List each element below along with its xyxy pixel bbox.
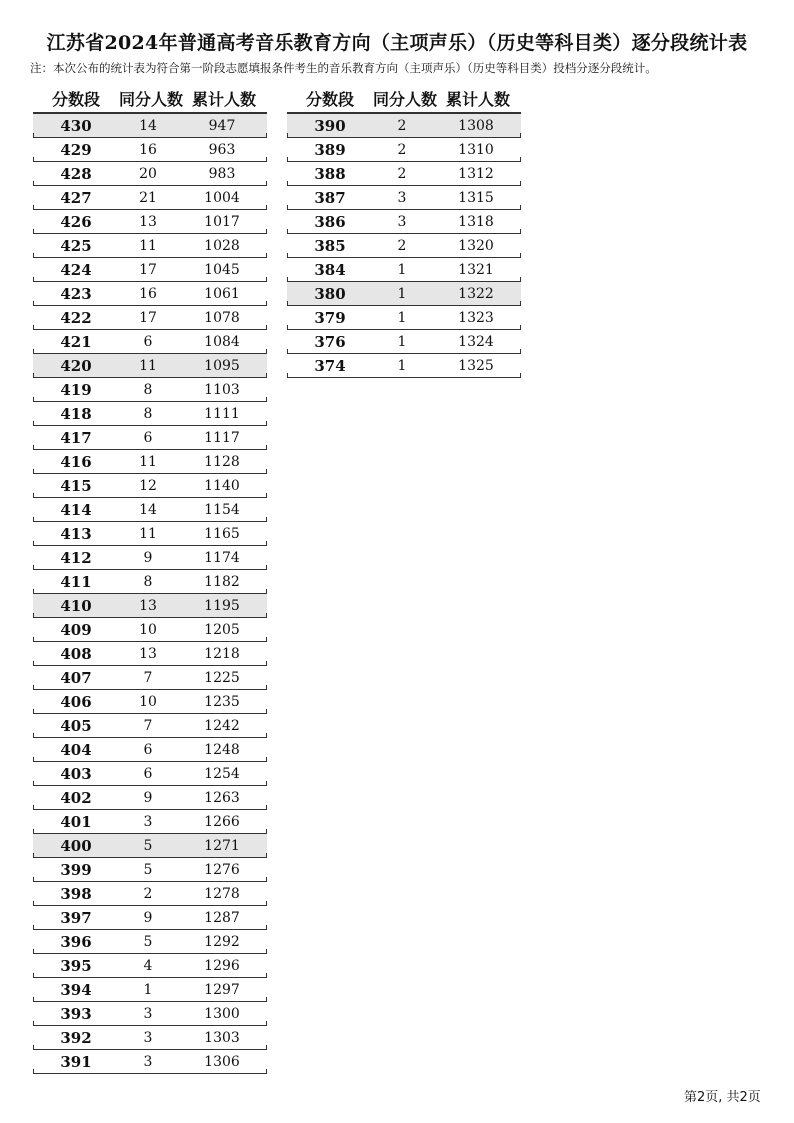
same-count-cell: 10	[139, 621, 157, 638]
table-row	[33, 546, 267, 570]
same-count-cell: 4	[143, 957, 153, 974]
score-cell: 410	[60, 596, 92, 615]
header-cumulative: 累计人数	[191, 89, 256, 109]
header-score: 分数段	[305, 89, 354, 109]
cumulative-cell: 983	[208, 165, 236, 182]
cumulative-cell: 963	[208, 141, 236, 158]
header-cumulative: 累计人数	[445, 89, 510, 109]
score-cell: 406	[60, 692, 92, 711]
table-row	[33, 426, 267, 450]
table-body	[287, 114, 521, 378]
table-row	[33, 450, 267, 474]
cumulative-cell: 1128	[204, 453, 240, 470]
same-count-cell: 11	[139, 525, 157, 542]
header-same: 同分人数	[119, 89, 184, 109]
table-row	[33, 834, 267, 858]
same-count-cell: 1	[397, 309, 407, 326]
score-cell: 402	[60, 788, 92, 807]
score-cell: 426	[60, 212, 92, 231]
table-row	[287, 138, 521, 162]
same-count-cell: 3	[143, 813, 153, 830]
header-same: 同分人数	[373, 89, 438, 109]
score-cell: 409	[60, 620, 92, 639]
score-cell: 380	[314, 284, 346, 303]
score-cell: 429	[60, 140, 92, 159]
cumulative-cell: 1225	[204, 669, 240, 686]
score-table-right	[287, 84, 521, 378]
cumulative-cell: 1182	[204, 573, 240, 590]
table-row	[33, 954, 267, 978]
same-count-cell: 3	[143, 1005, 153, 1022]
score-cell: 389	[314, 140, 346, 159]
score-cell: 390	[314, 116, 346, 135]
same-count-cell: 6	[143, 429, 153, 446]
score-cell: 416	[60, 452, 92, 471]
table-row	[33, 642, 267, 666]
same-count-cell: 1	[397, 357, 407, 374]
cumulative-cell: 1287	[204, 909, 240, 926]
cumulative-cell: 1300	[204, 1005, 240, 1022]
same-count-cell: 6	[143, 741, 153, 758]
score-cell: 418	[60, 404, 92, 423]
same-count-cell: 10	[139, 693, 157, 710]
table-row	[33, 690, 267, 714]
score-cell: 398	[60, 884, 92, 903]
cumulative-cell: 1263	[204, 789, 240, 806]
cumulative-cell: 1242	[204, 717, 240, 734]
cumulative-cell: 1103	[204, 381, 240, 398]
cumulative-cell: 1165	[204, 525, 240, 542]
cumulative-cell: 1297	[204, 981, 240, 998]
score-cell: 413	[60, 524, 92, 543]
cumulative-cell: 1324	[458, 333, 494, 350]
cumulative-cell: 1248	[204, 741, 240, 758]
table-body	[33, 114, 267, 1074]
score-cell: 411	[60, 572, 92, 591]
cumulative-cell: 1308	[458, 117, 494, 134]
cumulative-cell: 1174	[204, 549, 240, 566]
cumulative-cell: 1028	[204, 237, 240, 254]
table-row	[33, 378, 267, 402]
same-count-cell: 2	[397, 165, 407, 182]
table-row	[33, 786, 267, 810]
cumulative-cell: 1117	[204, 429, 240, 446]
table-row	[33, 930, 267, 954]
same-count-cell: 17	[139, 309, 157, 326]
cumulative-cell: 1276	[204, 861, 240, 878]
score-cell: 422	[60, 308, 92, 327]
same-count-cell: 1	[397, 333, 407, 350]
cumulative-cell: 1095	[204, 357, 240, 374]
page-number: 第2页, 共2页	[684, 1090, 761, 1105]
same-count-cell: 20	[139, 165, 157, 182]
same-count-cell: 1	[143, 981, 153, 998]
same-count-cell: 13	[139, 597, 157, 614]
score-cell: 405	[60, 716, 92, 735]
cumulative-cell: 1254	[204, 765, 240, 782]
table-header	[33, 84, 267, 112]
same-count-cell: 6	[143, 333, 153, 350]
score-cell: 419	[60, 380, 92, 399]
same-count-cell: 14	[139, 501, 157, 518]
cumulative-cell: 1310	[458, 141, 494, 158]
score-cell: 407	[60, 668, 92, 687]
cumulative-cell: 1322	[458, 285, 494, 302]
table-row	[287, 210, 521, 234]
score-cell: 408	[60, 644, 92, 663]
cumulative-cell: 1303	[204, 1029, 240, 1046]
table-row	[33, 978, 267, 1002]
same-count-cell: 5	[143, 837, 153, 854]
table-row	[33, 1002, 267, 1026]
cumulative-cell: 1218	[204, 645, 240, 662]
score-cell: 376	[314, 332, 346, 351]
cumulative-cell: 1321	[458, 261, 494, 278]
table-row	[33, 666, 267, 690]
table-row	[33, 402, 267, 426]
score-cell: 391	[60, 1052, 92, 1071]
cumulative-cell: 1078	[204, 309, 240, 326]
score-cell: 424	[60, 260, 92, 279]
cumulative-cell: 1292	[204, 933, 240, 950]
same-count-cell: 2	[397, 237, 407, 254]
same-count-cell: 3	[397, 189, 407, 206]
score-cell: 415	[60, 476, 92, 495]
same-count-cell: 7	[143, 717, 153, 734]
same-count-cell: 11	[139, 357, 157, 374]
same-count-cell: 2	[397, 141, 407, 158]
table-row	[33, 306, 267, 330]
cumulative-cell: 1278	[204, 885, 240, 902]
table-row	[33, 594, 267, 618]
cumulative-cell: 1318	[458, 213, 494, 230]
table-header	[287, 84, 521, 112]
same-count-cell: 8	[143, 381, 153, 398]
same-count-cell: 7	[143, 669, 153, 686]
table-row	[287, 282, 521, 306]
cumulative-cell: 1017	[204, 213, 240, 230]
score-cell: 385	[314, 236, 346, 255]
score-cell: 374	[314, 356, 346, 375]
cumulative-cell: 1266	[204, 813, 240, 830]
score-cell: 423	[60, 284, 92, 303]
score-cell: 401	[60, 812, 92, 831]
score-cell: 400	[60, 836, 92, 855]
score-cell: 395	[60, 956, 92, 975]
table-row	[33, 330, 267, 354]
table-row	[287, 330, 521, 354]
table-row	[33, 714, 267, 738]
same-count-cell: 17	[139, 261, 157, 278]
same-count-cell: 11	[139, 453, 157, 470]
score-cell: 414	[60, 500, 92, 519]
table-row	[33, 906, 267, 930]
table-row	[33, 114, 267, 138]
same-count-cell: 3	[143, 1029, 153, 1046]
table-row	[287, 162, 521, 186]
table-row	[287, 258, 521, 282]
same-count-cell: 8	[143, 405, 153, 422]
table-row	[33, 186, 267, 210]
cumulative-cell: 1111	[204, 405, 240, 422]
score-cell: 417	[60, 428, 92, 447]
same-count-cell: 13	[139, 213, 157, 230]
cumulative-cell: 1320	[458, 237, 494, 254]
score-cell: 387	[314, 188, 346, 207]
table-row	[33, 738, 267, 762]
table-row	[33, 138, 267, 162]
score-cell: 379	[314, 308, 346, 327]
table-row	[33, 882, 267, 906]
score-cell: 421	[60, 332, 92, 351]
cumulative-cell: 1306	[204, 1053, 240, 1070]
cumulative-cell: 1296	[204, 957, 240, 974]
score-cell: 404	[60, 740, 92, 759]
score-cell: 384	[314, 260, 346, 279]
table-row	[33, 282, 267, 306]
table-row	[33, 618, 267, 642]
table-row	[33, 570, 267, 594]
score-cell: 392	[60, 1028, 92, 1047]
same-count-cell: 9	[143, 549, 153, 566]
cumulative-cell: 1325	[458, 357, 494, 374]
cumulative-cell: 1045	[204, 261, 240, 278]
table-row	[33, 210, 267, 234]
same-count-cell: 16	[139, 141, 157, 158]
score-cell: 428	[60, 164, 92, 183]
cumulative-cell: 1154	[204, 501, 240, 518]
same-count-cell: 3	[143, 1053, 153, 1070]
table-row	[33, 810, 267, 834]
same-count-cell: 1	[397, 261, 407, 278]
score-cell: 386	[314, 212, 346, 231]
header-score: 分数段	[51, 89, 100, 109]
table-row	[287, 354, 521, 378]
score-cell: 420	[60, 356, 92, 375]
cumulative-cell: 1315	[458, 189, 494, 206]
cumulative-cell: 1323	[458, 309, 494, 326]
score-cell: 427	[60, 188, 92, 207]
same-count-cell: 3	[397, 213, 407, 230]
table-note: 注：本次公布的统计表为符合第一阶段志愿填报条件考生的音乐教育方向（主项声乐）（历史等科目类）投档分逐分段统计。	[30, 61, 657, 75]
table-row	[287, 306, 521, 330]
table-row	[33, 1026, 267, 1050]
table-row	[287, 234, 521, 258]
same-count-cell: 13	[139, 645, 157, 662]
score-cell: 412	[60, 548, 92, 567]
same-count-cell: 2	[397, 117, 407, 134]
score-cell: 430	[60, 116, 92, 135]
same-count-cell: 8	[143, 573, 153, 590]
same-count-cell: 21	[139, 189, 157, 206]
score-cell: 393	[60, 1004, 92, 1023]
table-row	[33, 474, 267, 498]
score-cell: 394	[60, 980, 92, 999]
table-row	[33, 762, 267, 786]
same-count-cell: 9	[143, 909, 153, 926]
cumulative-cell: 1235	[204, 693, 240, 710]
same-count-cell: 1	[397, 285, 407, 302]
same-count-cell: 2	[143, 885, 153, 902]
table-row	[287, 114, 521, 138]
cumulative-cell: 1312	[458, 165, 494, 182]
cumulative-cell: 1271	[204, 837, 240, 854]
same-count-cell: 6	[143, 765, 153, 782]
table-row	[33, 354, 267, 378]
score-cell: 397	[60, 908, 92, 927]
same-count-cell: 12	[139, 477, 157, 494]
same-count-cell: 16	[139, 285, 157, 302]
score-cell: 396	[60, 932, 92, 951]
cumulative-cell: 1084	[204, 333, 240, 350]
table-row	[287, 186, 521, 210]
table-row	[33, 162, 267, 186]
cumulative-cell: 1004	[204, 189, 240, 206]
score-cell: 388	[314, 164, 346, 183]
page-title: 江苏省2024年普通高考音乐教育方向（主项声乐）（历史等科目类）逐分段统计表	[46, 32, 748, 54]
score-cell: 403	[60, 764, 92, 783]
cumulative-cell: 947	[208, 117, 236, 134]
same-count-cell: 11	[139, 237, 157, 254]
cumulative-cell: 1195	[204, 597, 240, 614]
same-count-cell: 5	[143, 861, 153, 878]
same-count-cell: 14	[139, 117, 157, 134]
same-count-cell: 9	[143, 789, 153, 806]
score-cell: 399	[60, 860, 92, 879]
same-count-cell: 5	[143, 933, 153, 950]
cumulative-cell: 1061	[204, 285, 240, 302]
score-cell: 425	[60, 236, 92, 255]
cumulative-cell: 1140	[204, 477, 240, 494]
table-row	[33, 858, 267, 882]
table-row	[33, 498, 267, 522]
table-row	[33, 522, 267, 546]
score-table-left	[33, 84, 267, 1074]
table-row	[33, 258, 267, 282]
table-row	[33, 1050, 267, 1074]
cumulative-cell: 1205	[204, 621, 240, 638]
table-row	[33, 234, 267, 258]
